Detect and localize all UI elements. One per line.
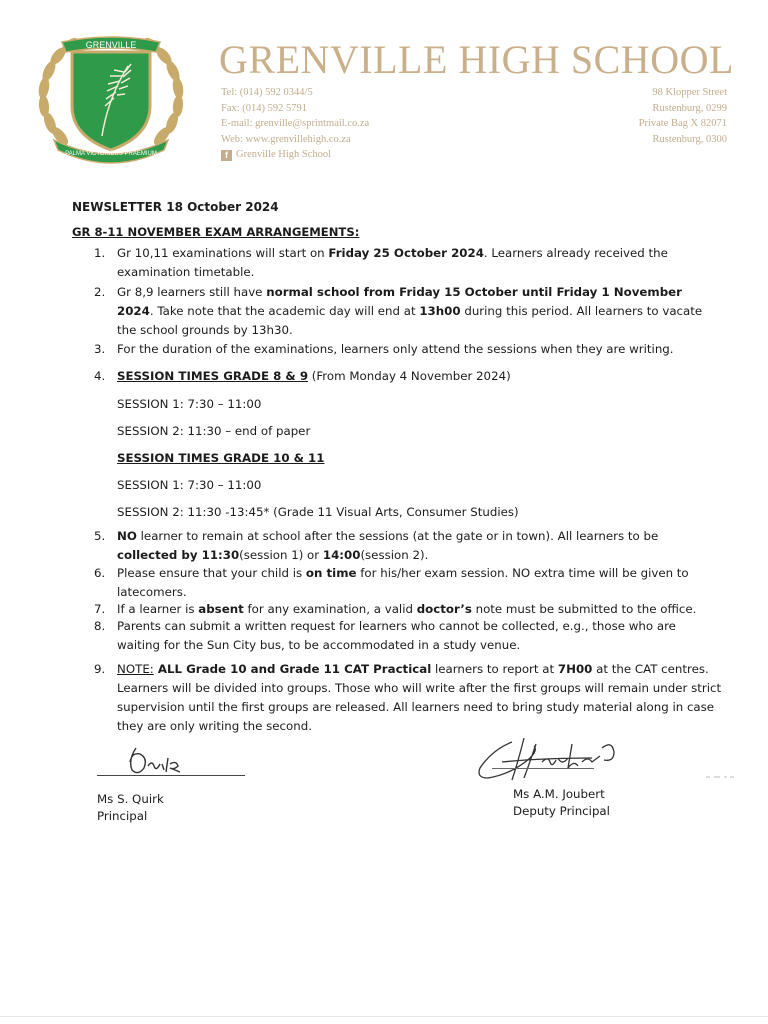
item-number: 2. (94, 285, 106, 299)
list-item (94, 617, 722, 655)
telephone: Tel: (014) 592 0344/5 (221, 87, 313, 98)
item-number: 9. (94, 662, 106, 676)
list-item (94, 660, 722, 736)
item-text: Please ensure that your child is (117, 566, 306, 580)
item-text: during this period. All learners to vacate the school grounds by 13h30. (117, 304, 703, 337)
item-emphasis: collected by 11:30 (117, 548, 240, 562)
postal-address (639, 85, 727, 147)
facebook-line[interactable] (221, 147, 369, 163)
signature-line (97, 775, 245, 776)
item-emphasis: normal school from Friday 15 October until Friday 1 November 2024 (117, 285, 682, 318)
item-text: learner to remain at school after the sessions (at the gate or in town). All learners to be (136, 529, 659, 543)
item-number: 6. (94, 566, 106, 580)
item-text: . Take note that the academic day will end at (149, 304, 420, 318)
address-line: 98 Klopper Street (652, 87, 727, 98)
address-line: Private Bag X 82071 (638, 118, 727, 129)
list-item (94, 367, 722, 386)
item-text: Gr 10,11 examinations will start on (117, 246, 329, 260)
item-text: (session 1) or (239, 548, 323, 562)
item-number: 5. (94, 529, 106, 543)
crest-motto: PALMA VICTORIBUS PRAEMIUM (65, 151, 157, 157)
item-text: If a learner is (117, 602, 199, 616)
item-text: for any examination, a valid (243, 602, 417, 616)
list-item (94, 283, 722, 340)
principal-signature (118, 740, 208, 780)
item-text: at the CAT centres. Learners will be divided into groups. Those who will write after the first groups will remain under strict supervision until the first groups are released. All learners need to bring study material along in case they are only writing the second. (117, 662, 722, 733)
item-emphasis: 14:00 (322, 548, 361, 562)
item-emphasis: on time (305, 566, 357, 580)
item-number: 7. (94, 602, 106, 616)
page-edge (0, 1016, 768, 1017)
item-text: Gr 8,9 learners still have (117, 285, 267, 299)
item-text: for his/her exam session. NO extra time will be given to latecomers. (117, 566, 689, 599)
item-text: . Learners already received the examination timetable. (117, 246, 668, 279)
session-time: SESSION 2: 11:30 -13:45* (Grade 11 Visual Arts, Consumer Studies) (117, 505, 519, 519)
session-time: SESSION 1: 7:30 – 11:00 (117, 397, 262, 411)
session-heading-gr8-9: SESSION TIMES GRADE 8 & 9 (117, 369, 309, 383)
deputy-principal-signature (472, 728, 647, 788)
scan-mark (706, 776, 734, 778)
item-emphasis: Friday 25 October 2024 (328, 246, 484, 260)
newsletter-title: NEWSLETTER 18 October 2024 (72, 200, 279, 214)
item-number: 8. (94, 619, 106, 633)
item-emphasis: 13h00 (419, 304, 461, 318)
session-time: SESSION 2: 11:30 – end of paper (117, 424, 311, 438)
list-item (94, 564, 722, 602)
address-line: Rustenburg, 0299 (652, 102, 727, 114)
principal-title: Principal (97, 809, 148, 823)
facebook-icon: f (221, 150, 232, 161)
exam-arrangements-heading: GR 8-11 NOVEMBER EXAM ARRANGEMENTS: (72, 225, 360, 239)
item-emphasis: 7H00 (557, 662, 593, 676)
item-text: Parents can submit a written request for learners who cannot be collected, e.g., those who are waiting for the Sun City bus, to be accommodated in a study venue. (117, 619, 676, 652)
note-label: NOTE: (117, 662, 154, 676)
item-text: learners to report at (431, 662, 558, 676)
list-item (94, 527, 722, 565)
school-crest-logo (32, 28, 190, 168)
item-emphasis: doctor’s (416, 602, 472, 616)
contact-details (221, 85, 369, 163)
fax: Fax: (014) 592 5791 (221, 102, 308, 114)
item-emphasis: absent (198, 602, 244, 616)
item-text: For the duration of the examinations, learners only attend the sessions when they are writing. (117, 342, 674, 356)
crest-label: GRENVILLE (85, 40, 137, 50)
item-number: 4. (94, 369, 106, 383)
school-name: GRENVILLE HIGH SCHOOL (219, 37, 734, 82)
principal-name: Ms S. Quirk (97, 792, 164, 806)
session-time: SESSION 1: 7:30 – 11:00 (117, 478, 262, 492)
item-text: note must be submitted to the office. (471, 602, 697, 616)
website[interactable]: Web: www.grenvillehigh.co.za (221, 133, 351, 145)
item-text: (From Monday 4 November 2024) (308, 369, 511, 383)
facebook-page: Grenville High School (236, 149, 332, 160)
session-heading-gr10-11: SESSION TIMES GRADE 10 & 11 (117, 451, 325, 465)
list-item (94, 340, 722, 359)
list-item (94, 244, 722, 282)
signature-line (492, 768, 594, 769)
email[interactable]: E-mail: grenville@sprintmail.co.za (221, 118, 370, 129)
item-number: 1. (94, 246, 106, 260)
address-line: Rustenburg, 0300 (652, 133, 727, 145)
deputy-principal-name: Ms A.M. Joubert (513, 787, 605, 801)
item-text: (session 2). (360, 548, 429, 562)
item-number: 3. (94, 342, 106, 356)
deputy-principal-title: Deputy Principal (513, 804, 610, 818)
item-emphasis: ALL Grade 10 and Grade 11 CAT Practical (153, 662, 432, 676)
item-emphasis: NO (117, 529, 137, 543)
